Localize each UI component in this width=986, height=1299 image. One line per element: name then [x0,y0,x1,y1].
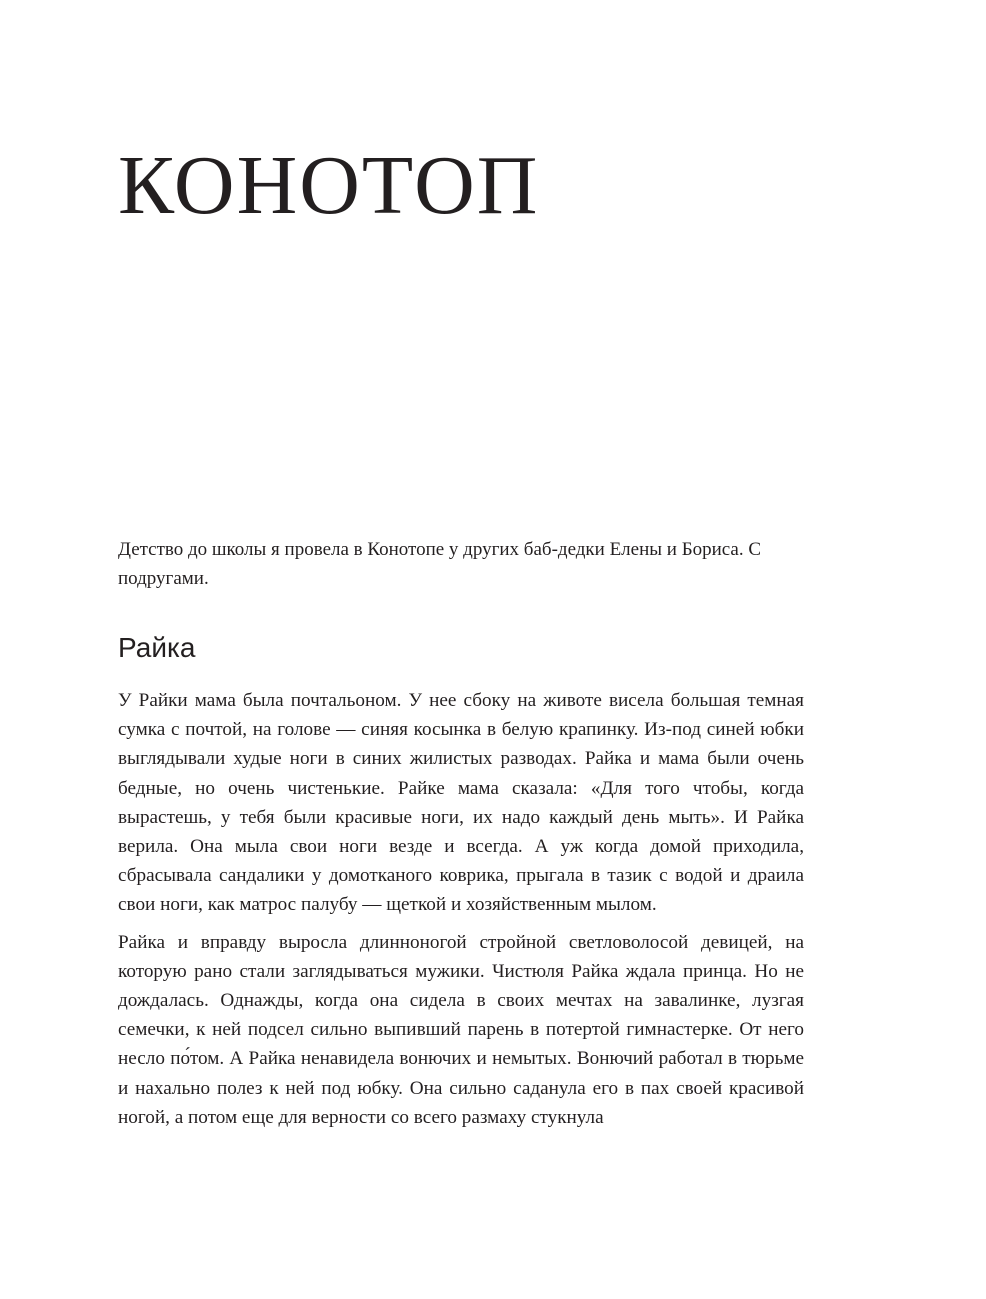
body-paragraph-1: У Райки мама была почтальоном. У нее сбоку на животе висела большая темная сумка с почтой, на голове — синяя косынка в белую крапинку. Из-под синей юбки выглядывали худые ноги в синих жилистых разводах. Райка и мама были очень бедные, но очень чистенькие. Райке мама сказала: «Для того чтобы, когда вырастешь, у тебя были красивые ноги, их надо каждый день мыть». И Райка верила. Она мыла свои ноги везде и всегда. А уж когда домой приходила, сбрасывала сандалики у домотканого коврика, прыгала в тазик с водой и драила свои ноги, как матрос палубу — щеткой и хозяйственным мылом. [118,690,804,916]
body-paragraph-2: Райка и вправду выросла длинноногой стройной светловолосой девицей, на которую рано стали заглядываться мужики. Чистюля Райка ждала принца. Но не дождалась. Однажды, когда она сидела в своих мечтах на завалинке, лузгая семечки, к ней подсел сильно выпивший парень в потертой гимнастерке. От него несло по́том. А Райка ненавидела вонючих и немытых. Вонючий работал в тюрьме и нахально полез к ней под юбку. Она сильно саданула его в пах своей красивой ногой, а потом еще для верности со всего размаху стукнула [118,931,804,1128]
chapter-title: КОНОТОП [118,139,540,232]
intro-paragraph: Детство до школы я провела в Конотопе у других баб-дедки Елены и Бориса. С подругами. [118,539,762,589]
section-heading: Райка [118,632,196,663]
section-body [118,686,804,1140]
